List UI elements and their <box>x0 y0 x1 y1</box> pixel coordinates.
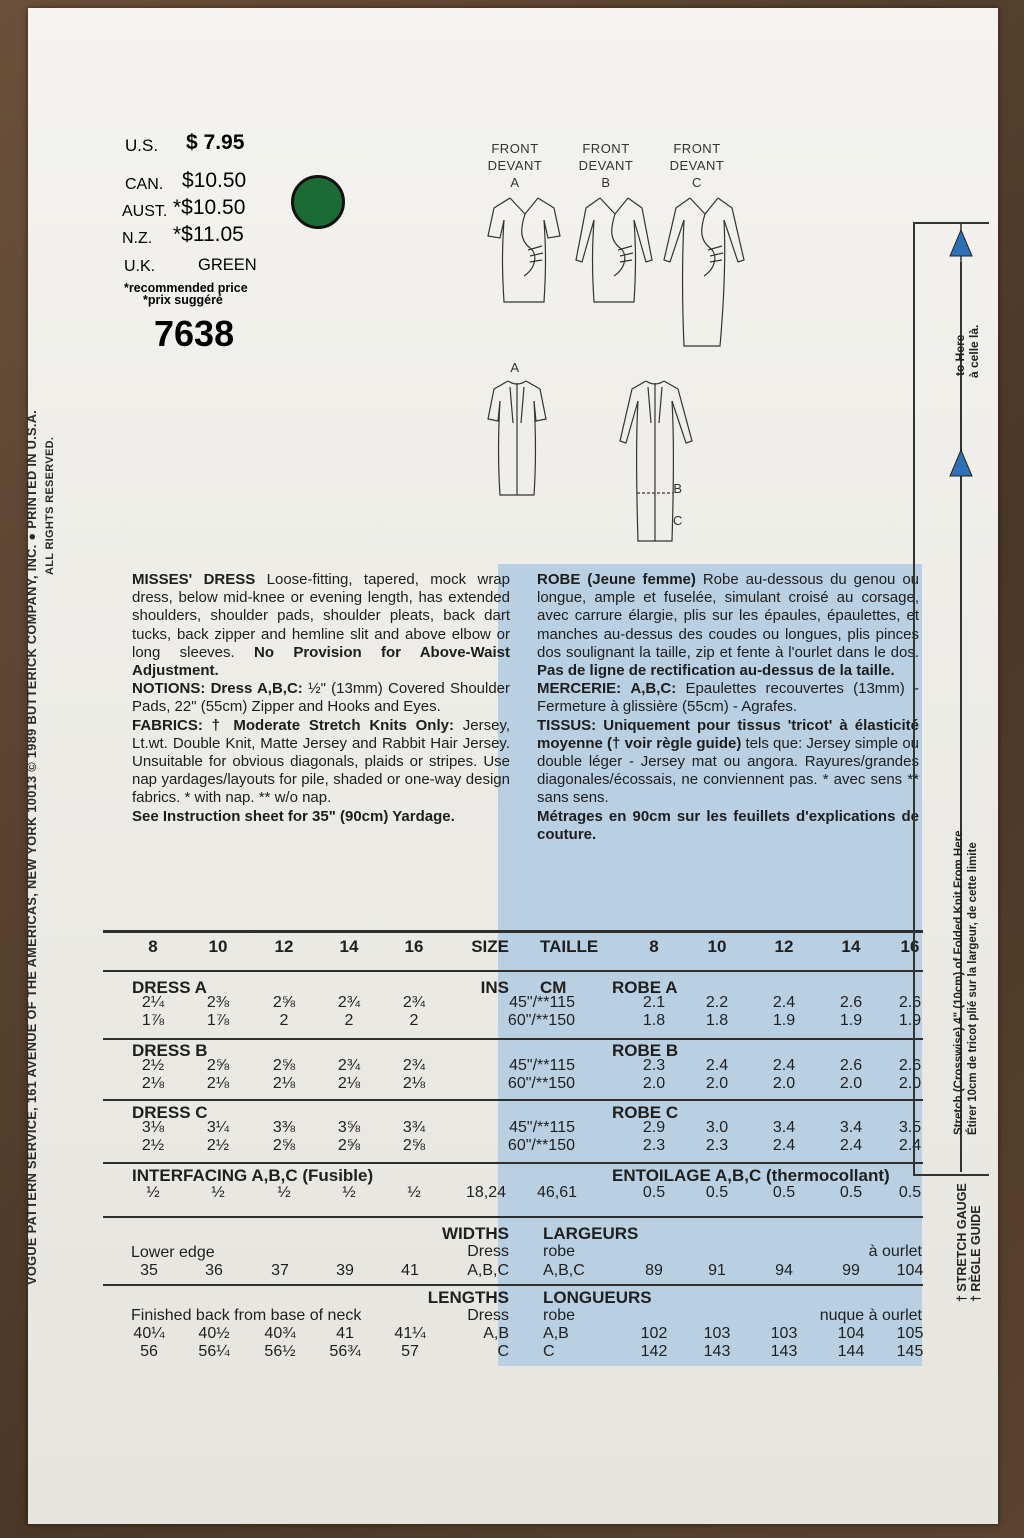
cm-label: CM <box>540 978 567 997</box>
price-us-label: U.S. <box>125 136 159 155</box>
yardage-ins-cell: 3⅝ <box>337 1119 361 1136</box>
table-rule-b <box>103 1038 923 1040</box>
yardage-ins-cell: 2⅝ <box>272 1137 296 1154</box>
fabric-width-cell: 45"/**115 <box>509 994 575 1011</box>
yardage-cm-cell: 2.4 <box>898 1137 922 1154</box>
yardage-cm-cell: 2.0 <box>642 1075 666 1092</box>
description-french: ROBE (Jeune femme) Robe au-dessous du genou ou longue, ample et fuselée, simulant croisé au corsage, avec carrure élargie, plis sur les épaules, épaulettes, et manches au-dessus des coudes ou longues, plis pinces dos soulignant la taille, zip et fente à l'ourlet dans le dos. Pas de ligne de rectification au-dessus de la taille. MERCERIE: A,B,C: Epaulettes recouvertes (13mm) - Fermeture à glissière (55cm) - Agrafes. TISSUS: Uniquement pour tissus 'tricot' à élasticité moyenne († voir règle guide) tels que: Jersey simple ou double léger - Jersey mat ou angora. Rayures/grandes diagonales/écossais, ne conviennent pas. * avec sens ** sans sens. Métrages en 90cm sur les feuillets d'explications de couture. <box>537 571 920 843</box>
fabric-width-cell: 45"/**115 <box>509 1057 575 1074</box>
yardage-ins-cell: 2¼ <box>141 994 165 1011</box>
length-cm-cell: 143 <box>770 1343 798 1360</box>
a-ourlet-label: à ourlet <box>868 1243 922 1260</box>
table-header-rule <box>103 970 923 972</box>
yardage-ins-cell: 2⅜ <box>206 994 230 1011</box>
yardage-cm-cell: 2.0 <box>839 1075 863 1092</box>
yardage-cm-cell: 2.6 <box>839 994 863 1011</box>
yardage-ins-cell: 2¾ <box>337 1057 361 1074</box>
interfacing-width-in: 18,24 <box>465 1184 507 1201</box>
dress-label-len: Dress <box>467 1307 509 1324</box>
gauge-to-here: to Here <box>953 334 967 376</box>
yardage-ins-cell: 2¾ <box>402 994 426 1011</box>
yardage-cm-cell: 2.9 <box>642 1119 666 1136</box>
yardage-ins-cell: 2⅛ <box>402 1075 426 1092</box>
gauge-title-en: † STRETCH GAUGE <box>955 1183 969 1302</box>
yardage-ins-cell: 1⅞ <box>206 1012 230 1029</box>
yardage-ins-cell: 2⅝ <box>206 1057 230 1074</box>
width-cm-cell: 91 <box>708 1262 726 1279</box>
yardage-cm-cell: 2.4 <box>772 994 796 1011</box>
yardage-cm-cell: 2.4 <box>839 1137 863 1154</box>
yardage-ins-cell: 2⅝ <box>337 1137 361 1154</box>
nuque-label: nuque à ourlet <box>819 1307 922 1324</box>
yardage-ins-cell: 2 <box>409 1012 419 1029</box>
yardage-cm-cell: 1.9 <box>839 1012 863 1029</box>
back-view-c-label: C <box>673 513 683 528</box>
widths-title: WIDTHS <box>441 1224 509 1243</box>
prix-suggere-note: *prix suggéré <box>143 293 223 307</box>
width-views-label-fr: A,B,C <box>543 1262 585 1279</box>
gauge-line2: Étirer 10cm de tricot plié sur la largeur, de cette limite <box>967 842 979 1135</box>
spine-rights-text: ALL RIGHTS RESERVED. <box>44 436 56 575</box>
interfacing-ins-cell: ½ <box>211 1184 225 1201</box>
length-ins-cell: 56¾ <box>329 1343 361 1360</box>
yardage-cm-cell: 2.0 <box>772 1075 796 1092</box>
gauge-line1: Stretch (Crosswise) 4" (10cm) of Folded Knit From Here <box>953 830 965 1135</box>
pattern-number: 7638 <box>154 313 235 354</box>
lengths-title: LENGTHS <box>427 1288 509 1307</box>
yardage-ins-cell: 2¾ <box>337 994 361 1011</box>
length-cm-cell: 143 <box>703 1343 731 1360</box>
gauge-arrow-top-icon <box>944 222 978 262</box>
length-ins-cell: 40¼ <box>133 1325 165 1342</box>
length-views-label: C <box>497 1343 509 1360</box>
length-ins-cell: 40¾ <box>264 1325 296 1342</box>
yardage-cm-cell: 2.0 <box>705 1075 729 1092</box>
green-price-dot <box>291 175 345 229</box>
fabric-width-cell: 45"/**115 <box>509 1119 575 1136</box>
yardage-ins-cell: 2⅝ <box>272 994 296 1011</box>
interfacing-cm-cell: 0.5 <box>898 1184 922 1201</box>
price-uk-label: U.K. <box>124 258 156 275</box>
gauge-arrow-bottom-icon <box>944 442 978 482</box>
dress-b-front-drawing <box>570 190 660 320</box>
dress-a-front-drawing <box>480 190 570 320</box>
yardage-cm-cell: 2.4 <box>772 1057 796 1074</box>
dress-section-title: DRESS B <box>132 1041 208 1060</box>
recommended-price-note: *recommended price <box>124 281 248 295</box>
description-english: MISSES' DRESS Loose-fitting, tapered, mock wrap dress, below mid-knee or evening length, has extended shoulders, shoulder pads, shoulder pleats, back dart tucks, back zipper and hemline slit and above elbow or long sleeves. No Provision for Above-Waist Adjustment. NOTIONS: Dress A,B,C: ½" (13mm) Covered Shoulder Pads, 22" (55cm) Zipper and Hooks and Eyes. FABRICS: † Moderate Stretch Knits Only: Jersey, Lt.wt. Double Knit, Matte Jersey and Rabbit Hair Jersey. Unsuitable for obvious diagonals, plaids or stripes. Use nap yardages/layouts for pile, shaded or one-way design fabrics. * with nap. ** w/o nap. See Instruction sheet for 35" (90cm) Yardage. <box>132 571 511 825</box>
width-ins-cell: 41 <box>401 1262 419 1279</box>
price-nz-value: *$11.05 <box>173 223 244 246</box>
length-ins-cell: 56 <box>140 1343 158 1360</box>
yardage-ins-cell: 1⅞ <box>141 1012 165 1029</box>
size-header-left: 14 <box>339 937 359 956</box>
dress-section-title: DRESS C <box>132 1103 208 1122</box>
width-ins-cell: 36 <box>205 1262 223 1279</box>
interfacing-cm-cell: 0.5 <box>705 1184 729 1201</box>
lower-edge-label: Lower edge <box>131 1244 215 1261</box>
price-aust-label: AUST. <box>122 203 168 220</box>
length-cm-cell: 103 <box>703 1325 731 1342</box>
width-ins-cell: 35 <box>140 1262 158 1279</box>
length-cm-cell: 103 <box>770 1325 798 1342</box>
table-rule-interfacing <box>103 1162 923 1164</box>
gauge-title-fr: † RÈGLE GUIDE <box>969 1205 983 1302</box>
size-header-left: 10 <box>208 937 228 956</box>
length-cm-cell: 144 <box>837 1343 865 1360</box>
size-header-right: 14 <box>841 937 861 956</box>
interfacing-width-cm: 46,61 <box>536 1184 578 1201</box>
interfacing-ins-cell: ½ <box>146 1184 160 1201</box>
dress-bc-back-drawing <box>616 375 696 545</box>
size-header-right: 16 <box>900 937 920 956</box>
size-header-left: 8 <box>148 937 158 956</box>
yardage-cm-cell: 2.3 <box>642 1137 666 1154</box>
yardage-cm-cell: 3.4 <box>839 1119 863 1136</box>
size-header-left: 12 <box>274 937 294 956</box>
yardage-cm-cell: 2.4 <box>772 1137 796 1154</box>
interfacing-ins-cell: ½ <box>342 1184 356 1201</box>
size-header-right: 10 <box>707 937 727 956</box>
length-cm-cell: 105 <box>896 1325 924 1342</box>
yardage-ins-cell: 2⅛ <box>141 1075 165 1092</box>
yardage-ins-cell: 3¼ <box>206 1119 230 1136</box>
yardage-ins-cell: 2⅛ <box>337 1075 361 1092</box>
price-aust-value: *$10.50 <box>173 196 246 219</box>
yardage-ins-cell: 3⅛ <box>141 1119 165 1136</box>
yardage-cm-cell: 2.1 <box>642 994 666 1011</box>
yardage-cm-cell: 2.6 <box>898 994 922 1011</box>
length-cm-cell: 142 <box>640 1343 668 1360</box>
yardage-cm-cell: 2.0 <box>898 1075 922 1092</box>
price-us-value: $ 7.95 <box>186 131 245 154</box>
yardage-ins-cell: 2⅛ <box>272 1075 296 1092</box>
size-header-right: 12 <box>774 937 794 956</box>
yardage-cm-cell: 1.8 <box>642 1012 666 1029</box>
taille-header-label: TAILLE <box>540 937 599 956</box>
yardage-cm-cell: 1.9 <box>898 1012 922 1029</box>
yardage-ins-cell: 2½ <box>141 1137 165 1154</box>
figure-b-label: FRONT DEVANT B <box>578 141 634 190</box>
width-cm-cell: 89 <box>645 1262 663 1279</box>
yardage-ins-cell: 2½ <box>141 1057 165 1074</box>
size-header-label: SIZE <box>471 937 509 956</box>
robe-section-title: ROBE A <box>612 978 678 997</box>
width-cm-cell: 99 <box>842 1262 860 1279</box>
price-nz-label: N.Z. <box>122 230 153 247</box>
table-rule-widths <box>103 1216 923 1218</box>
length-ins-cell: 41¼ <box>394 1325 426 1342</box>
length-views-label-fr: A,B <box>543 1325 569 1342</box>
length-ins-cell: 56¼ <box>198 1343 230 1360</box>
price-can-value: $10.50 <box>182 169 247 192</box>
yardage-cm-cell: 1.8 <box>705 1012 729 1029</box>
yardage-ins-cell: 2⅝ <box>402 1137 426 1154</box>
length-cm-cell: 102 <box>640 1325 668 1342</box>
yardage-ins-cell: 3¾ <box>402 1119 426 1136</box>
table-rule-lengths <box>103 1284 923 1286</box>
yardage-cm-cell: 1.9 <box>772 1012 796 1029</box>
yardage-ins-cell: 2⅛ <box>206 1075 230 1092</box>
length-ins-cell: 57 <box>401 1343 419 1360</box>
yardage-cm-cell: 2.3 <box>642 1057 666 1074</box>
width-ins-cell: 39 <box>336 1262 354 1279</box>
yardage-ins-cell: 2 <box>344 1012 354 1029</box>
yardage-cm-cell: 3.0 <box>705 1119 729 1136</box>
fabric-width-cell: 60"/**150 <box>507 1137 575 1154</box>
length-cm-cell: 104 <box>837 1325 865 1342</box>
size-header-left: 16 <box>404 937 424 956</box>
yardage-ins-cell: 3⅜ <box>272 1119 296 1136</box>
length-cm-cell: 145 <box>896 1343 924 1360</box>
gauge-a-celle: à celle là. <box>967 324 981 378</box>
interfacing-title: INTERFACING A,B,C (Fusible) <box>132 1166 374 1185</box>
yardage-ins-cell: 2⅝ <box>272 1057 296 1074</box>
figure-a-label: FRONT DEVANT A <box>487 141 543 190</box>
yardage-cm-cell: 2.3 <box>705 1137 729 1154</box>
length-ins-cell: 40½ <box>198 1325 230 1342</box>
back-view-a-label: A <box>510 360 520 375</box>
figure-c-label: FRONT DEVANT C <box>669 141 725 190</box>
finished-back-label: Finished back from base of neck <box>131 1307 362 1324</box>
size-header-right: 8 <box>649 937 659 956</box>
length-ins-cell: 41 <box>336 1325 354 1342</box>
interfacing-cm-cell: 0.5 <box>642 1184 666 1201</box>
interfacing-cm-cell: 0.5 <box>772 1184 796 1201</box>
dress-label: Dress <box>467 1243 509 1260</box>
length-views-label-fr: C <box>543 1343 555 1360</box>
fabric-width-cell: 60"/**150 <box>507 1075 575 1092</box>
robe-label-len: robe <box>543 1307 576 1324</box>
width-cm-cell: 94 <box>775 1262 793 1279</box>
width-cm-cell: 104 <box>896 1262 924 1279</box>
longueurs-title: LONGUEURS <box>543 1288 652 1307</box>
yardage-cm-cell: 3.4 <box>772 1119 796 1136</box>
dress-c-front-drawing <box>660 190 750 350</box>
interfacing-ins-cell: ½ <box>277 1184 291 1201</box>
width-views-label: A,B,C <box>467 1262 509 1279</box>
width-ins-cell: 37 <box>271 1262 289 1279</box>
interfacing-cm-cell: 0.5 <box>839 1184 863 1201</box>
length-views-label: A,B <box>483 1325 509 1342</box>
yardage-cm-cell: 2.6 <box>839 1057 863 1074</box>
yardage-ins-cell: 2½ <box>206 1137 230 1154</box>
price-uk-value: GREEN <box>198 256 257 274</box>
yardage-cm-cell: 2.4 <box>705 1057 729 1074</box>
robe-label: robe <box>543 1243 576 1260</box>
yardage-cm-cell: 2.2 <box>705 994 729 1011</box>
robe-section-title: ROBE B <box>612 1041 679 1060</box>
length-ins-cell: 56½ <box>264 1343 296 1360</box>
robe-section-title: ROBE C <box>612 1103 679 1122</box>
ins-label: INS <box>480 978 509 997</box>
entoilage-title: ENTOILAGE A,B,C (thermocollant) <box>612 1166 890 1185</box>
largeurs-title: LARGEURS <box>543 1224 639 1243</box>
interfacing-ins-cell: ½ <box>407 1184 421 1201</box>
dress-section-title: DRESS A <box>132 978 207 997</box>
table-top-rule <box>103 930 923 933</box>
spine-publisher-text: VOGUE PATTERN SERVICE, 161 AVENUE OF THE AMERICAS, NEW YORK 10013 © 1989 BUTTERICK COMPANY, INC. ● PRINTED IN U.S.A. <box>24 409 39 1285</box>
yardage-cm-cell: 2.6 <box>898 1057 922 1074</box>
back-view-b-label: B <box>673 481 683 496</box>
yardage-ins-cell: 2¾ <box>402 1057 426 1074</box>
price-can-label: CAN. <box>125 176 164 193</box>
fabric-width-cell: 60"/**150 <box>507 1012 575 1029</box>
yardage-ins-cell: 2 <box>279 1012 289 1029</box>
dress-a-back-drawing <box>482 375 552 505</box>
yardage-cm-cell: 3.5 <box>898 1119 922 1136</box>
table-rule-c <box>103 1099 923 1101</box>
